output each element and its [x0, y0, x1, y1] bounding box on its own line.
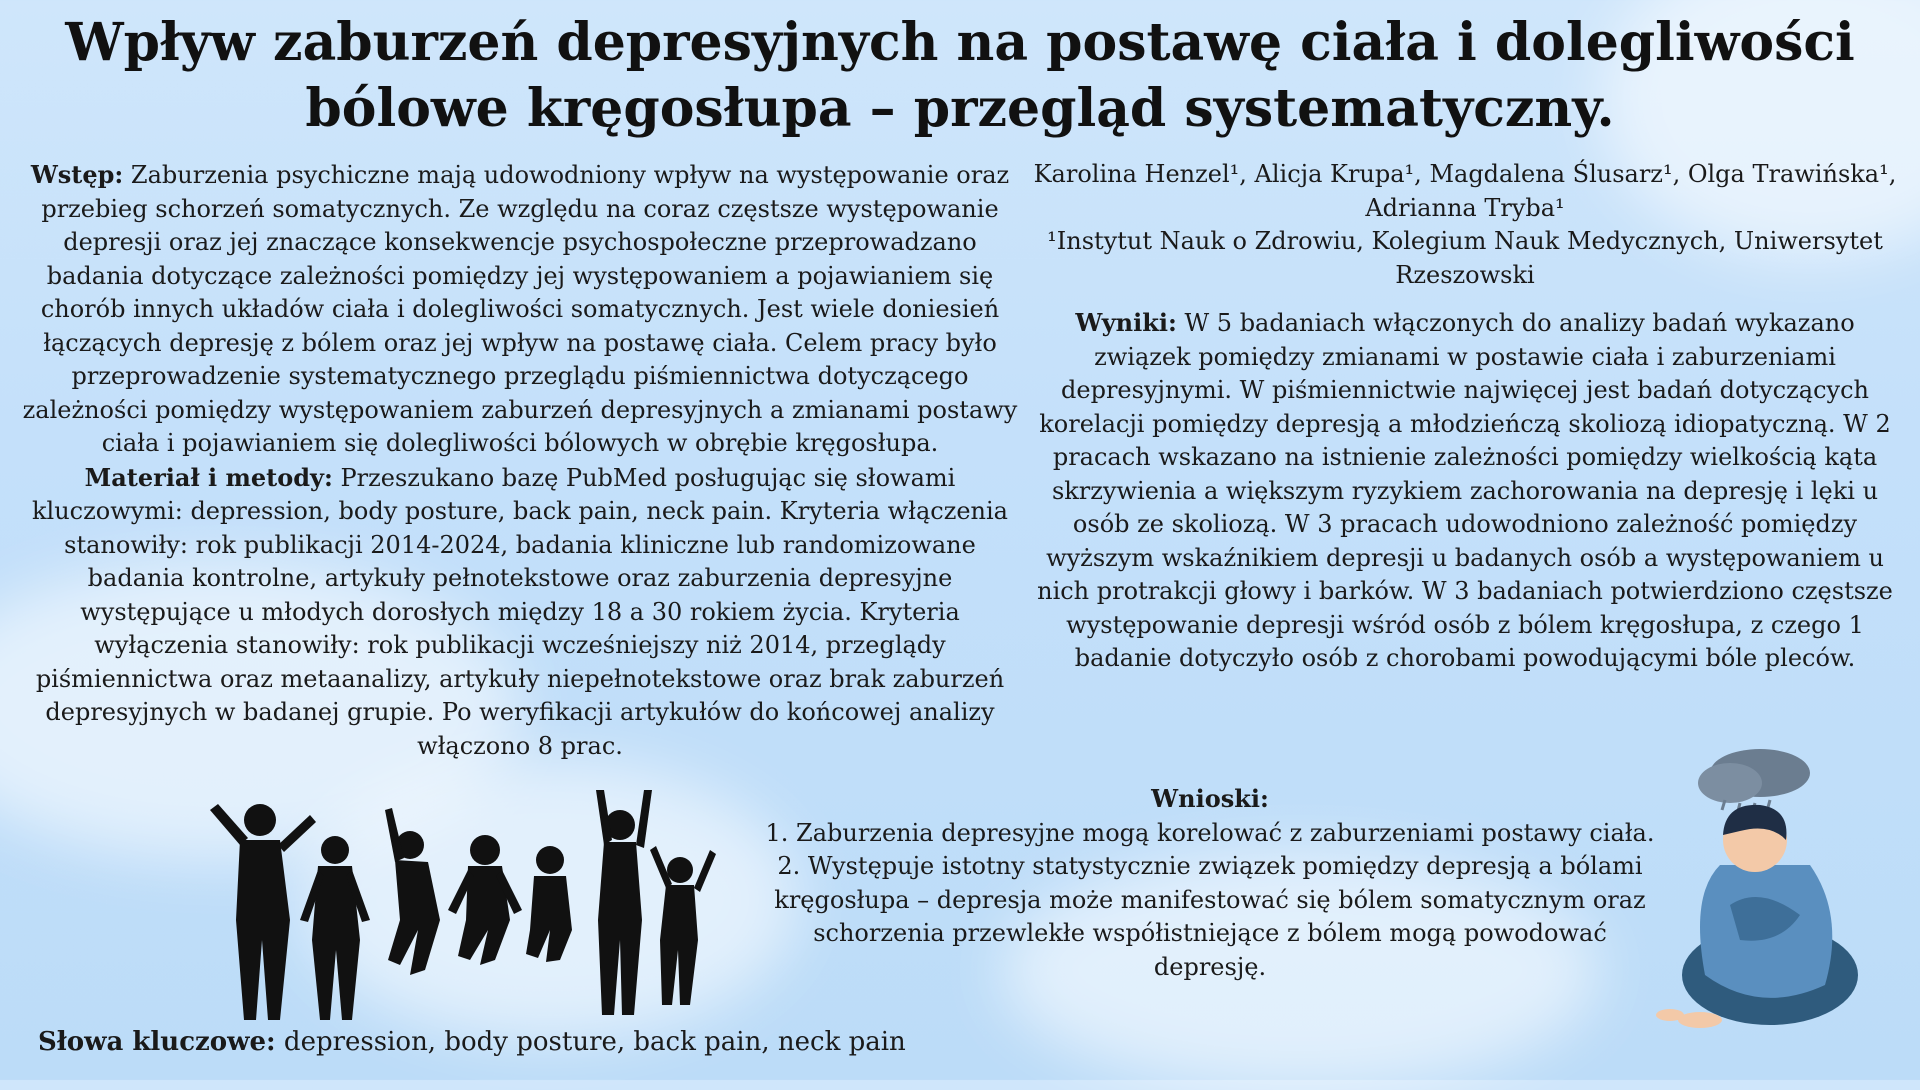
results-heading: Wyniki:: [1075, 308, 1177, 337]
jumping-people-silhouette-icon: [200, 790, 720, 1030]
affiliation: ¹Instytut Nauk o Zdrowiu, Kolegium Nauk Medycznych, Uniwersytet Rzeszowski: [1047, 227, 1883, 289]
methods-heading: Materiał i metody:: [84, 462, 333, 492]
conclusions-heading: Wnioski:: [1151, 784, 1269, 813]
methods-section: [12, 461, 1028, 764]
intro-heading: Wstęp:: [30, 160, 124, 189]
keywords-section: [38, 1025, 906, 1059]
methods-text: Przeszukano bazę PubMed posługując się słowami kluczowymi: depression, body posture, back pain, neck pain. Kryteria włączenia stanowiły: rok publikacji 2014-2024, badania kliniczne lub randomizowane badania kontrolne, artykuły pełnotekstowe oraz zaburzenia depresyjne występujące u młodych dorosłych między 18 a 30 rokiem życia. Kryteria wyłączenia stanowiły: rok publikacji wcześniejszy niż 2014, przeglądy piśmiennictwa oraz metaanalizy, artykuły niepełnotekstowe oraz brak zaburzeń depresyjnych w badanej grupie. Po weryfikacji artykułów do końcowej analizy włączono 8 prac.: [31, 463, 1008, 760]
sad-person-icon: [1630, 745, 1860, 1035]
keywords-text: depression, body posture, back pain, neck pain: [283, 1027, 906, 1057]
conclusion-item-1: 1. Zaburzenia depresyjne mogą korelować z zaburzeniami postawy ciała.: [765, 818, 1655, 847]
conclusion-item-2: 2. Występuje istotny statystycznie związek pomiędzy depresją a bólami kręgosłupa – depresja może manifestować się bólem somatycznym oraz schorzenia przewlekłe współistniejące z bólem mogą powodować depresję.: [774, 852, 1646, 981]
poster-title: Wpływ zaburzeń depresyjnych na postawę ciała i dolegliwości bólowe kręgosłupa – przegląd systematyczny.: [65, 12, 1855, 139]
results-section: [1025, 306, 1905, 676]
keywords-heading: Słowa kluczowe:: [38, 1027, 276, 1057]
authors: Karolina Henzel¹, Alicja Krupa¹, Magdalena Ślusarz¹, Olga Trawińska¹, Adrianna Tryba¹: [1033, 160, 1897, 222]
right-column: [1025, 158, 1905, 676]
intro-section: [12, 158, 1028, 461]
intro-text: Zaburzenia psychiczne mają udowodniony wpływ na występowanie oraz przebieg schorzeń somatycznych. Ze względu na coraz częstsze występowanie depresji oraz jej znaczące konsekwencje psychospołeczne przeprowadzano badania dotyczące zależności pomiędzy jej występowaniem a pojawianiem się chorób innych układów ciała i dolegliwości somatycznych. Jest wiele doniesień łączących depresję z bólem oraz jej wpływ na postawę ciała. Celem pracy było przeprowadzenie systematycznego przeglądu piśmiennictwa dotyczącego zależności pomiędzy występowaniem zaburzeń depresyjnych a zmianami postawy ciała i pojawianiem się dolegliwości bólowych w obrębie kręgosłupa.: [22, 161, 1018, 457]
results-text: W 5 badaniach włączonych do analizy badań wykazano związek pomiędzy zmianami w postawie ciała i zaburzeniami depresyjnymi. W piśmiennictwie najwięcej jest badań dotyczących korelacji pomiędzy depresją a młodzieńczą skoliozą idiopatyczną. W 2 pracach wskazano na istnienie zależności pomiędzy wielkością kąta skrzywienia a większym ryzykiem zachorowania na depresję i lęki u osób ze skoliozą. W 3 pracach udowodniono zależność pomiędzy wyższym wskaźnikiem depresji u badanych osób a występowaniem u nich protrakcji głowy i barków. W 3 badaniach potwierdziono częstsze występowanie depresji wśród osób z bólem kręgosłupa, z czego 1 badanie dotyczyło osób z chorobami powodującymi bóle pleców.: [1037, 309, 1893, 672]
left-column: [12, 158, 1028, 763]
conclusions-section: [760, 782, 1660, 984]
